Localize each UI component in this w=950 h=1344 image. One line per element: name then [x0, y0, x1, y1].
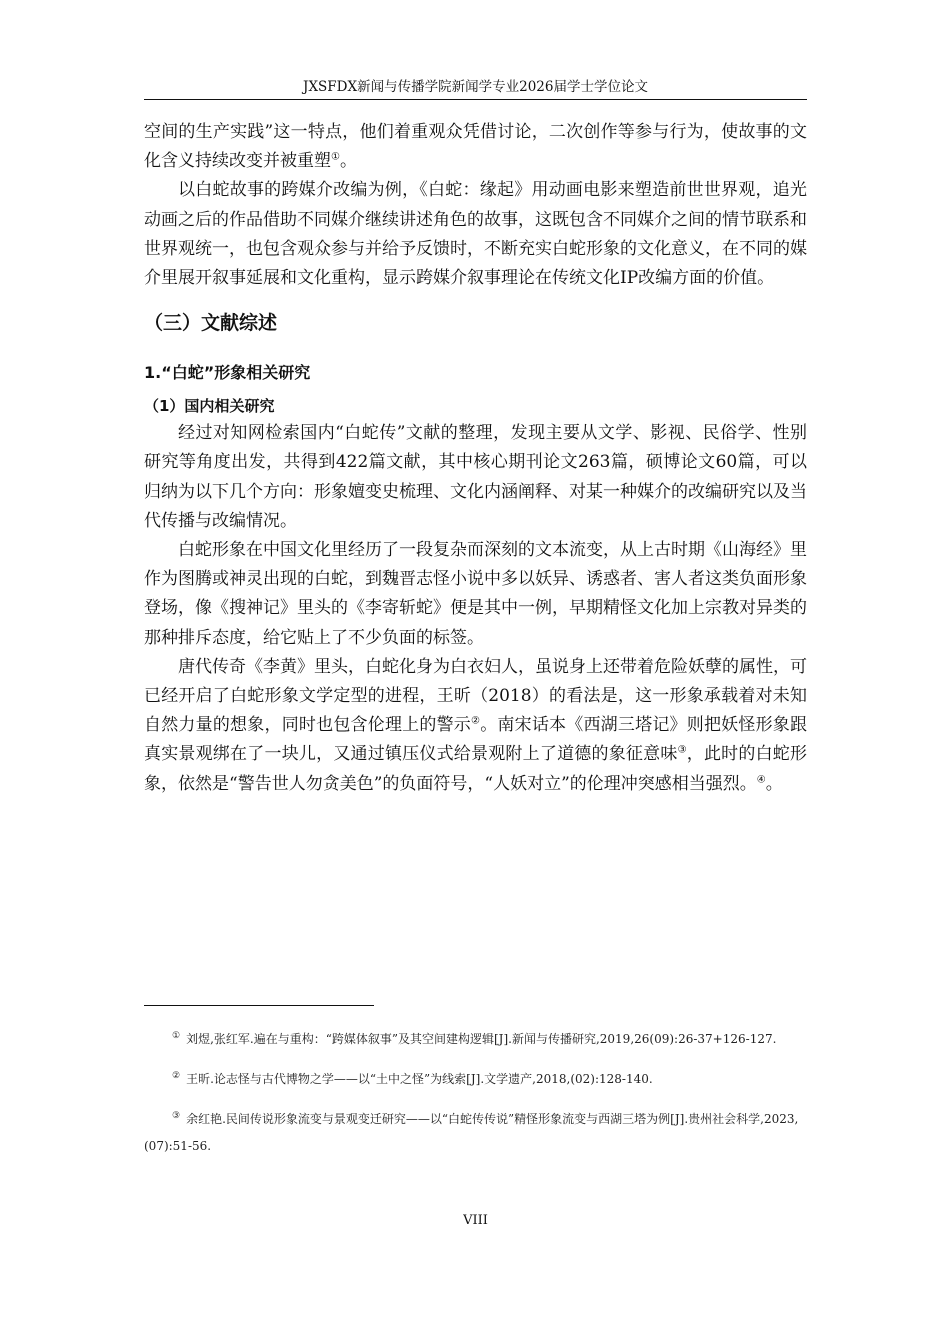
subsubsection-heading: （1）国内相关研究 [144, 397, 275, 416]
paragraph-3: 经过对知网检索国内“白蛇传”文献的整理，发现主要从文学、影视、民俗学、性别研究等角度出发，共得到422篇文献，其中核心期刊论文263篇，硕博论文60篇，可以归纳为以下几个方向：形象嬗变史梳理、文化内涵阐释、对某一种媒介的改编研究以及当代传播与改编情况。 [144, 423, 807, 531]
paragraph-5-part-1: 唐代传奇《李黄》里头，白蛇化身为白衣妇人，虽说身上还带着危险妖孽的属性，可已经开启了白蛇形象文学定型的进程，王昕（2018）的看法是，这一形象承载着对未知自然力量的想象，同时也包含伦理上的警示 [144, 656, 807, 736]
footnote-ref-2[interactable]: ② [471, 715, 481, 727]
paragraph-4: 白蛇形象在中国文化里经历了一段复杂而深刻的文本流变，从上古时期《山海经》里作为图腾或神灵出现的白蛇，到魏晋志怪小说中多以妖异、诱惑者、害人者这类负面形象登场，像《搜神记》里头的《李寄斩蛇》便是其中一例，早期精怪文化加上宗教对异类的那种排斥态度，给它贴上了不少负面的标签。 [144, 540, 807, 648]
footnote-ref-4[interactable]: ④ [756, 774, 766, 785]
section-heading: （三）文献综述 [144, 312, 278, 335]
footnote-ref-1[interactable]: ① [331, 151, 340, 163]
running-header: JXSFDX新闻与传播学院新闻学专业2026届学士学位论文 [303, 79, 648, 95]
footnote-ref-3[interactable]: ③ [677, 744, 687, 756]
paragraph-5-part-3: ，此时的白蛇形象，依然是“警告世人勿贪美色”的负面符号，“人妖对立”的伦理冲突感相当强烈。 [144, 744, 808, 794]
footnote-3-mark: ③ [172, 1111, 181, 1121]
page-number: VIII [463, 1213, 488, 1228]
paragraph-5-end: 。 [765, 773, 783, 794]
footnote-1-text: 刘煜,张红军.遍在与重构：“跨媒体叙事”及其空间建构逻辑[J].新闻与传播研究,2019,26(09):26-37+126-127. [186, 1032, 777, 1046]
paragraph-5 [144, 653, 807, 799]
footnote-1 [144, 1026, 807, 1053]
header-rule [144, 99, 807, 100]
footnote-1-mark: ① [172, 1031, 181, 1041]
footnote-2-text: 王昕.论志怪与古代博物之学——以“土中之怪”为线索[J].文学遗产,2018,(02):128-140. [186, 1072, 653, 1086]
footnotes [144, 1026, 807, 1173]
footnote-rule [144, 1005, 374, 1006]
footnote-3 [144, 1106, 807, 1160]
paragraph-1 [144, 118, 807, 176]
paragraph-5-part-2: 。南宋话本《西湖三塔记》则把妖怪形象跟真实景观绑在了一块儿，又通过镇压仪式给景观附上了道德的象征意味 [144, 715, 808, 765]
paragraph-2: 以白蛇故事的跨媒介改编为例，《白蛇：缘起》用动画电影来塑造前世世界观，追光动画之后的作品借助不同媒介继续讲述角色的故事，这既包含不同媒介之间的情节联系和世界观统一，也包含观众参与并给予反馈时，不断充实白蛇形象的文化意义，在不同的媒介里展开叙事延展和文化重构，显示跨媒介叙事理论在传统文化IP改编方面的价值。 [144, 180, 807, 289]
paragraph-1-text: 空间的生产实践”这一特点，他们着重观众凭借讨论，二次创作等参与行为，使故事的文化含义持续改变并被重塑 [144, 122, 807, 172]
footnote-2-mark: ② [172, 1071, 181, 1081]
main-content [144, 118, 807, 799]
footnote-2 [144, 1066, 807, 1093]
footnote-3-text: 余红艳.民间传说形象流变与景观变迁研究——以“白蛇传传说”精怪形象流变与西湖三塔为例[J].贵州社会科学,2023,(07):51-56. [144, 1112, 799, 1153]
subsection-heading: 1.“白蛇”形象相关研究 [144, 363, 311, 383]
paragraph-1-end: 。 [339, 151, 357, 172]
